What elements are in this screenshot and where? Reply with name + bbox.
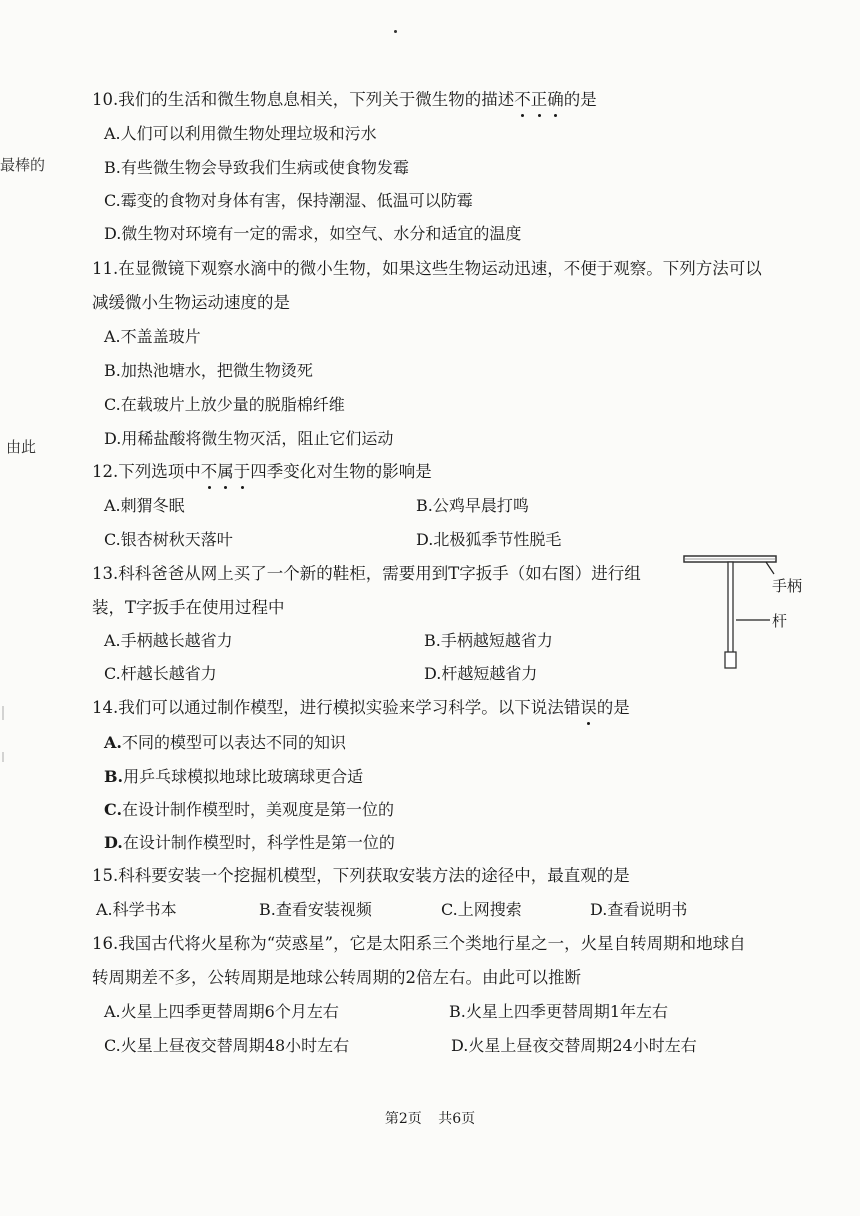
question-14-option-a: A.不同的模型可以表达不同的知识 — [104, 733, 346, 752]
question-16-option-c: C.火星上昼夜交替周期48小时左右 — [104, 1036, 350, 1055]
question-15-option-c: C.上网搜索 — [441, 900, 522, 919]
question-11-option-c: C.在载玻片上放少量的脱脂棉纤维 — [104, 395, 345, 414]
question-13-option-b: B.手柄越短越省力 — [424, 631, 553, 650]
question-10-option-a: A.人们可以利用微生物处理垃圾和污水 — [104, 124, 377, 143]
question-11-option-d: D.用稀盐酸将微生物灭活，阻止它们运动 — [104, 429, 394, 448]
question-13-option-d: D.杆越短越省力 — [424, 664, 538, 683]
question-10-stem: 10.我们的生活和微生物息息相关，下列关于微生物的描述不正确的是 — [92, 90, 597, 109]
t-wrench-figure — [680, 548, 780, 678]
question-10-option-d: D.微生物对环境有一定的需求，如空气、水分和适宜的温度 — [104, 224, 522, 243]
question-12-option-d: D.北极狐季节性脱毛 — [416, 530, 562, 549]
t-wrench-socket — [725, 652, 736, 668]
question-11-option-b: B.加热池塘水，把微生物烫死 — [104, 361, 313, 380]
question-15-stem: 15.科科要安装一个挖掘机模型，下列获取安装方法的途径中，最直观的是 — [92, 866, 630, 885]
question-13-stem-line2: 装，T字扳手在使用过程中 — [92, 598, 285, 617]
margin-note-mid: 由此 — [6, 438, 37, 456]
page-total: 共6页 — [438, 1111, 476, 1127]
question-14-option-c: C.在设计制作模型时，美观度是第一位的 — [104, 800, 395, 819]
question-13-option-a: A.手柄越长越省力 — [104, 631, 233, 650]
label-handle: 手柄 — [772, 577, 803, 595]
question-10-option-b: B.有些微生物会导致我们生病或使食物发霉 — [104, 158, 409, 177]
question-11-option-a: A.不盖盖玻片 — [104, 327, 201, 346]
question-16-stem-line2: 转周期差不多，公转周期是地球公转周期的2倍左右。由此可以推断 — [92, 968, 581, 987]
question-10-option-c: C.霉变的食物对身体有害，保持潮湿、低温可以防霉 — [104, 191, 473, 210]
question-16-option-a: A.火星上四季更替周期6个月左右 — [104, 1002, 339, 1021]
question-15-option-a: A.科学书本 — [96, 900, 177, 919]
question-13-stem-line1: 13.科科爸爸从网上买了一个新的鞋柜，需要用到T字扳手（如右图）进行组 — [92, 564, 641, 583]
margin-note-top: 最棒的 — [0, 156, 46, 174]
question-12-option-a: A.刺猬冬眠 — [104, 496, 185, 515]
t-wrench-rod — [728, 562, 733, 662]
question-12-stem: 12.下列选项中不属于四季变化对生物的影响是 — [92, 462, 432, 481]
scan-mark — [2, 706, 4, 720]
question-14-option-b: B.用乒乓球模拟地球比玻璃球更合适 — [104, 767, 364, 786]
question-11-stem-line1: 11.在显微镜下观察水滴中的微小生物，如果这些生物运动迅速，不便于观察。下列方法可以 — [92, 259, 762, 278]
question-13-option-c: C.杆越长越省力 — [104, 664, 217, 683]
page-number: 第2页 — [384, 1111, 422, 1127]
question-14-option-d: D.在设计制作模型时，科学性是第一位的 — [104, 833, 395, 852]
question-12-option-c: C.银杏树秋天落叶 — [104, 530, 233, 549]
scan-mark — [2, 752, 4, 762]
question-15-option-d: D.查看说明书 — [590, 900, 688, 919]
question-16-stem-line1: 16.我国古代将火星称为“荧惑星”，它是太阳系三个类地行星之一，火星自转周期和地球自 — [92, 934, 746, 953]
question-14-stem: 14.我们可以通过制作模型，进行模拟实验来学习科学。以下说法错误的是 — [92, 698, 630, 717]
question-11-stem-line2: 减缓微小生物运动速度的是 — [92, 293, 290, 312]
question-12-option-b: B.公鸡早晨打鸣 — [416, 496, 529, 515]
question-15-option-b: B.查看安装视频 — [259, 900, 372, 919]
question-16-option-b: B.火星上四季更替周期1年左右 — [449, 1002, 669, 1021]
question-16-option-d: D.火星上昼夜交替周期24小时左右 — [451, 1036, 697, 1055]
page-footer — [0, 1108, 860, 1128]
scan-dot — [394, 30, 397, 33]
label-rod: 杆 — [772, 612, 788, 630]
